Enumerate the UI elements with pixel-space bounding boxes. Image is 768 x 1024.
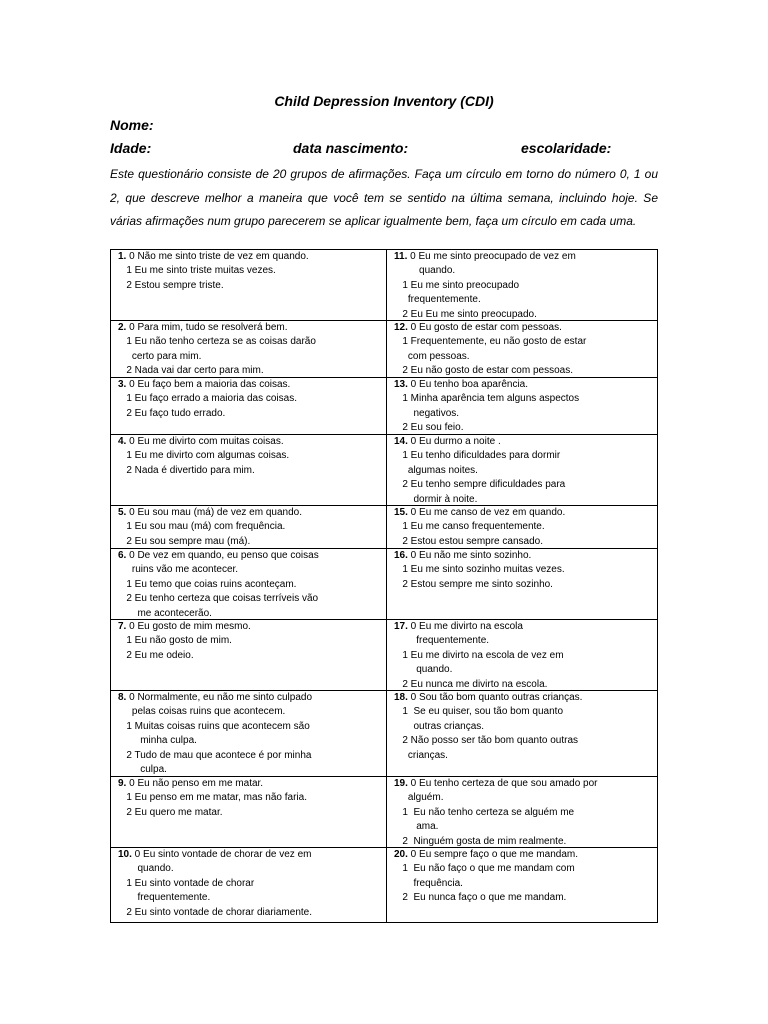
- item-option: [118, 435, 382, 449]
- item-number: 2.: [118, 322, 127, 333]
- inventory-item: [387, 435, 658, 506]
- item-option: [394, 335, 653, 349]
- item-text: 1 Eu tenho dificuldades para dormir: [394, 450, 561, 462]
- item-option: [118, 806, 382, 820]
- item-option: [118, 321, 382, 335]
- item-option: [394, 620, 653, 634]
- item-text: 0 Eu sou mau (má) de vez em quando.: [126, 507, 302, 518]
- inventory-item: [111, 506, 387, 549]
- item-text: 2 Eu tenho sempre dificuldades para: [394, 479, 566, 491]
- item-text: frequentemente.: [394, 635, 490, 647]
- item-text: quando.: [394, 265, 456, 277]
- item-option: [118, 720, 382, 734]
- item-text: 1 Eu não tenho certeza se as coisas darão: [118, 336, 316, 348]
- item-text: 1 Eu sou mau (má) com frequência.: [118, 521, 286, 533]
- item-text: 2 Nada é divertido para mim.: [118, 464, 255, 476]
- item-text: 1 Se eu quiser, sou tão bom quanto: [394, 706, 564, 718]
- inventory-row: [111, 691, 658, 777]
- item-option: [394, 820, 653, 834]
- item-text: 0 Eu durmo a noite .: [407, 436, 501, 447]
- item-text: com pessoas.: [394, 350, 470, 362]
- item-number: 8.: [118, 692, 127, 703]
- item-text: outras crianças.: [394, 720, 485, 732]
- item-text: alguém.: [394, 792, 444, 804]
- document-title: Child Depression Inventory (CDI): [274, 93, 494, 109]
- item-text: 1 Eu me divirto na escola de vez em: [394, 649, 564, 661]
- inventory-item: [387, 777, 658, 848]
- item-text: 2 Eu sinto vontade de chorar diariamente.: [118, 906, 313, 918]
- inventory-row: [111, 620, 658, 691]
- item-number: 14.: [394, 436, 408, 447]
- item-option: [118, 620, 382, 634]
- item-option: [394, 308, 653, 321]
- item-text: 0 Eu sinto vontade de chorar de vez em: [131, 849, 312, 860]
- item-option: [394, 520, 653, 534]
- item-text: 0 Eu não penso em me matar.: [126, 778, 264, 789]
- item-option: [394, 435, 653, 449]
- item-text: 1 Minha aparência tem alguns aspectos: [394, 393, 580, 405]
- inventory-item: [111, 435, 387, 506]
- item-option: [118, 549, 382, 563]
- item-option: [118, 535, 382, 549]
- item-text: algumas noites.: [394, 464, 478, 476]
- item-option: [118, 862, 382, 876]
- item-text: frequentemente.: [118, 892, 211, 904]
- item-option: [394, 493, 653, 506]
- item-text: crianças.: [394, 749, 448, 761]
- item-number: 13.: [394, 379, 408, 390]
- inventory-row: [111, 435, 658, 506]
- inventory-item: [387, 549, 658, 620]
- item-text: 1 Eu não tenho certeza se alguém me: [394, 806, 575, 818]
- item-text: 0 Eu não me sinto sozinho.: [407, 550, 532, 561]
- item-text: 0 De vez em quando, eu penso que coisas: [126, 550, 319, 561]
- item-text: 2 Eu quero me matar.: [118, 806, 223, 818]
- item-option: [118, 264, 382, 278]
- item-text: 1 Eu faço errado a maioria das coisas.: [118, 393, 297, 405]
- item-option: [118, 350, 382, 364]
- item-option: [394, 649, 653, 663]
- item-option: [394, 578, 653, 592]
- item-number: 10.: [118, 849, 132, 860]
- item-option: [394, 891, 653, 905]
- inventory-item: [111, 250, 387, 321]
- item-number: 9.: [118, 778, 127, 789]
- item-option: [394, 877, 653, 891]
- inventory-item: [111, 321, 387, 378]
- item-text: culpa.: [118, 764, 167, 776]
- item-option: [394, 777, 653, 791]
- item-option: [118, 506, 382, 520]
- instructions-line: hoje. Se várias afirmações num grupo parecerem se aplicar igualmente bem, faça um círculo: [110, 190, 658, 228]
- item-text: 2 Nada vai dar certo para mim.: [118, 365, 264, 377]
- item-text: quando.: [394, 664, 453, 676]
- item-option: [118, 763, 382, 776]
- item-option: [394, 478, 653, 492]
- item-option: [394, 321, 653, 335]
- item-option: [118, 906, 382, 920]
- item-option: [394, 407, 653, 421]
- inventory-item: [387, 691, 658, 777]
- item-option: [394, 464, 653, 478]
- inventory-item: [387, 250, 658, 321]
- item-text: me acontecerão.: [118, 607, 212, 619]
- inventory-row: [111, 378, 658, 435]
- instructions: [110, 163, 658, 249]
- inventory-row: [111, 549, 658, 620]
- item-text: ama.: [394, 821, 439, 833]
- inventory-item: [111, 691, 387, 777]
- item-option: [394, 791, 653, 805]
- item-option: [394, 806, 653, 820]
- inventory-item: [111, 777, 387, 848]
- item-option: [118, 777, 382, 791]
- item-option: [394, 720, 653, 734]
- item-option: [118, 592, 382, 606]
- item-option: [118, 250, 382, 264]
- item-option: [394, 421, 653, 434]
- inventory-item: [387, 506, 658, 549]
- field-escolaridade: escolaridade:: [521, 140, 612, 156]
- instructions-line: Este questionário consiste de 20 grupos de afirmações. Faça um círculo em torno do número 0,: [110, 167, 634, 181]
- item-number: 17.: [394, 621, 408, 632]
- item-number: 18.: [394, 692, 408, 703]
- inventory-row: [111, 321, 658, 378]
- item-text: 1 Muitas coisas ruins que acontecem são: [118, 720, 310, 732]
- item-option: [394, 749, 653, 763]
- item-option: [394, 835, 653, 848]
- item-option: [394, 862, 653, 876]
- item-text: pelas coisas ruins que acontecem.: [118, 706, 286, 718]
- item-option: [118, 563, 382, 577]
- item-text: 0 Para mim, tudo se resolverá bem.: [126, 322, 288, 333]
- item-text: 2 Estou sempre me sinto sozinho.: [394, 578, 553, 590]
- inventory-row: [111, 777, 658, 848]
- item-number: 5.: [118, 507, 127, 518]
- item-text: certo para mim.: [118, 350, 202, 362]
- item-option: [118, 634, 382, 648]
- item-text: 2 Eu faço tudo errado.: [118, 407, 226, 419]
- item-text: 1 Frequentemente, eu não gosto de estar: [394, 336, 587, 348]
- item-text: 1 Eu sinto vontade de chorar: [118, 877, 255, 889]
- item-text: frequentemente.: [394, 294, 481, 306]
- item-option: [394, 250, 653, 264]
- item-option: [118, 607, 382, 620]
- item-number: 4.: [118, 436, 127, 447]
- item-number: 12.: [394, 322, 408, 333]
- inventory-item: [111, 378, 387, 435]
- item-option: [118, 279, 382, 293]
- item-number: 3.: [118, 379, 127, 390]
- item-number: 7.: [118, 621, 127, 632]
- item-text: 2 Eu sou sempre mau (má).: [118, 535, 251, 547]
- item-option: [394, 279, 653, 293]
- item-text: 0 Eu faço bem a maioria das coisas.: [126, 379, 291, 390]
- item-option: [394, 378, 653, 392]
- item-option: [118, 848, 382, 862]
- item-text: ruins vão me acontecer.: [118, 564, 239, 576]
- item-number: 19.: [394, 778, 408, 789]
- inventory-row: [111, 848, 658, 923]
- item-text: 1 Eu me sinto preocupado: [394, 279, 520, 291]
- item-text: 2 Eu tenho certeza que coisas terríveis vão: [118, 593, 319, 605]
- instructions-line: 1 ou 2, que descreve melhor a maneira que você tem se sentido na última semana, incluindo: [110, 167, 658, 205]
- item-option: [394, 350, 653, 364]
- item-text: 1 Eu não faço o que me mandam com: [394, 863, 575, 875]
- item-text: 1 Eu me canso frequentemente.: [394, 521, 545, 533]
- item-option: [394, 264, 653, 278]
- item-text: frequência.: [394, 877, 463, 889]
- item-option: [394, 364, 653, 377]
- item-text: 0 Eu me divirto com muitas coisas.: [126, 436, 284, 447]
- item-text: 2 Eu sou feio.: [394, 422, 464, 434]
- item-option: [118, 520, 382, 534]
- item-text: 2 Eu nunca faço o que me mandam.: [394, 892, 567, 904]
- item-text: 0 Eu me sinto preocupado de vez em: [407, 251, 576, 262]
- instructions-line: em cada uma.: [560, 214, 637, 228]
- item-option: [394, 663, 653, 677]
- item-option: [118, 749, 382, 763]
- inventory-item: [387, 620, 658, 691]
- field-nome: Nome:: [110, 117, 154, 133]
- item-text: 2 Eu me odeio.: [118, 649, 194, 661]
- item-option: [394, 449, 653, 463]
- item-number: 11.: [394, 251, 408, 262]
- item-text: 2 Ninguém gosta de mim realmente.: [394, 835, 567, 847]
- item-text: 0 Eu gosto de mim mesmo.: [126, 621, 251, 632]
- item-text: negativos.: [394, 407, 460, 419]
- item-option: [118, 464, 382, 478]
- item-text: 2 Eu não gosto de estar com pessoas.: [394, 365, 573, 377]
- item-option: [394, 549, 653, 563]
- item-number: 1.: [118, 251, 127, 262]
- inventory-item: [387, 321, 658, 378]
- item-option: [394, 734, 653, 748]
- item-text: 1 Eu temo que coias ruins aconteçam.: [118, 578, 297, 590]
- item-option: [118, 407, 382, 421]
- item-text: 2 Eu Eu me sinto preocupado.: [394, 308, 537, 320]
- inventory-table: [110, 249, 658, 923]
- item-option: [118, 364, 382, 377]
- item-number: 15.: [394, 507, 408, 518]
- item-text: dormir à noite.: [394, 493, 478, 505]
- item-text: 2 Tudo de mau que acontece é por minha: [118, 749, 312, 761]
- item-text: 0 Eu tenho boa aparência.: [407, 379, 528, 390]
- item-text: 0 Eu me canso de vez em quando.: [407, 507, 566, 518]
- item-option: [394, 634, 653, 648]
- inventory-item: [387, 848, 658, 923]
- item-option: [118, 449, 382, 463]
- item-option: [118, 877, 382, 891]
- inventory-item: [111, 549, 387, 620]
- item-number: 20.: [394, 849, 408, 860]
- item-text: 0 Não me sinto triste de vez em quando.: [126, 251, 309, 262]
- item-text: 1 Eu me divirto com algumas coisas.: [118, 450, 290, 462]
- item-text: 2 Eu nunca me divirto na escola.: [394, 678, 548, 690]
- item-text: 0 Sou tão bom quanto outras crianças.: [407, 692, 583, 703]
- item-option: [394, 535, 653, 549]
- item-text: minha culpa.: [118, 735, 197, 747]
- field-idade: Idade:: [110, 140, 152, 156]
- item-option: [394, 678, 653, 691]
- inventory-item: [111, 620, 387, 691]
- item-option: [118, 891, 382, 905]
- item-option: [118, 649, 382, 663]
- item-option: [394, 563, 653, 577]
- item-text: 1 Eu não gosto de mim.: [118, 635, 232, 647]
- item-text: 0 Eu me divirto na escola: [407, 621, 523, 632]
- item-text: 1 Eu penso em me matar, mas não faria.: [118, 792, 307, 804]
- item-text: 0 Eu gosto de estar com pessoas.: [407, 322, 562, 333]
- item-option: [394, 705, 653, 719]
- item-text: 2 Estou estou sempre cansado.: [394, 535, 543, 547]
- item-option: [118, 578, 382, 592]
- inventory-item: [387, 378, 658, 435]
- field-data-nascimento: data nascimento:: [293, 140, 409, 156]
- item-text: quando.: [118, 863, 174, 875]
- item-option: [394, 293, 653, 307]
- inventory-item: [111, 848, 387, 923]
- item-number: 6.: [118, 550, 127, 561]
- item-text: 1 Eu me sinto sozinho muitas vezes.: [394, 564, 565, 576]
- item-option: [394, 848, 653, 862]
- item-option: [394, 506, 653, 520]
- item-text: 2 Não posso ser tão bom quanto outras: [394, 735, 578, 747]
- item-option: [118, 335, 382, 349]
- item-option: [118, 691, 382, 705]
- item-option: [118, 392, 382, 406]
- item-option: [118, 378, 382, 392]
- item-option: [394, 392, 653, 406]
- inventory-row: [111, 250, 658, 321]
- item-number: 16.: [394, 550, 408, 561]
- item-text: 1 Eu me sinto triste muitas vezes.: [118, 265, 276, 277]
- inventory-row: [111, 506, 658, 549]
- item-option: [394, 691, 653, 705]
- item-text: 2 Estou sempre triste.: [118, 279, 224, 291]
- item-option: [118, 734, 382, 748]
- item-text: 0 Eu sempre faço o que me mandam.: [407, 849, 578, 860]
- item-option: [118, 705, 382, 719]
- item-text: 0 Eu tenho certeza de que sou amado por: [407, 778, 598, 789]
- item-option: [118, 791, 382, 805]
- item-text: 0 Normalmente, eu não me sinto culpado: [126, 692, 313, 703]
